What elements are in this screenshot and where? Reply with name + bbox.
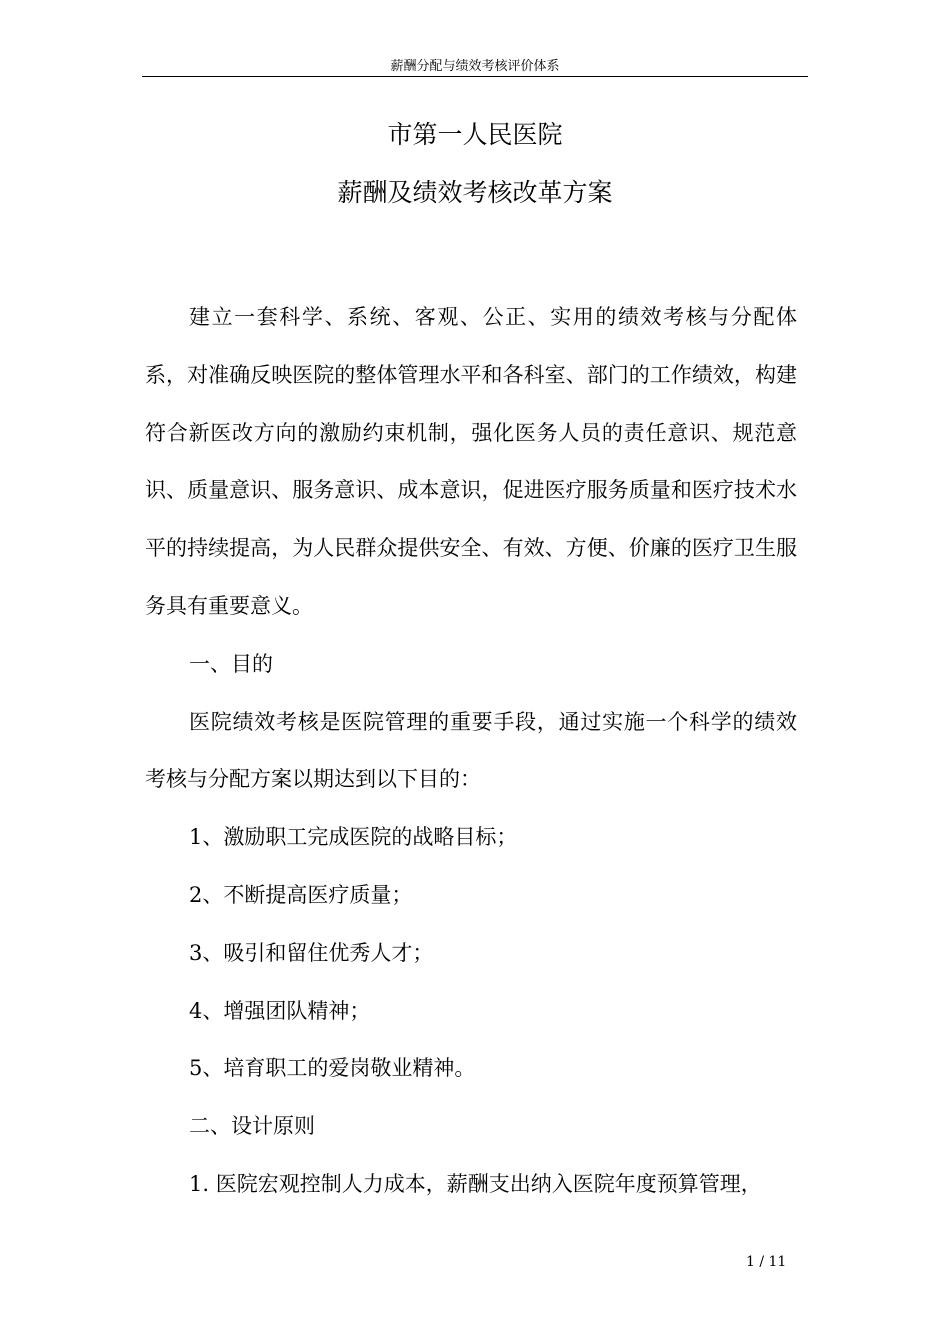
- header-rule: [142, 76, 808, 77]
- section-1-heading: 一、目的: [189, 651, 273, 676]
- goal-item: 2、不断提高医疗质量；: [189, 882, 413, 907]
- page-number: 1 / 11: [746, 1254, 787, 1270]
- document-title-line-1: 市第一人民医院: [387, 120, 563, 149]
- document-body: [145, 289, 797, 1214]
- goal-item: 4、增强团队精神；: [189, 998, 371, 1023]
- goal-item: 5、培育职工的爱岗敬业精神。: [189, 1056, 476, 1081]
- goal-item: 3、吸引和留住优秀人才；: [189, 940, 434, 965]
- intro-paragraph: 建立一套科学、系统、客观、公正、实用的绩效考核与分配体系，对准确反映医院的整体管理水平和各科室、部门的工作绩效，构建符合新医改方向的激励约束机制，强化医务人员的责任意识、规范意识、质量意识、服务意识、成本意识，促进医疗服务质量和医疗技术水平的持续提高，为人民群众提供安全、有效、方便、价廉的医疗卫生服务具有重要意义。: [145, 305, 797, 618]
- document-title-line-2: 薪酬及绩效考核改革方案: [337, 178, 613, 207]
- section-1-paragraph: 医院绩效考核是医院管理的重要手段，通过实施一个科学的绩效考核与分配方案以期达到以下目的：: [145, 709, 797, 792]
- page-header: 薪酬分配与绩效考核评价体系: [390, 59, 560, 74]
- principle-item: 1. 医院宏观控制人力成本，薪酬支出纳入医院年度预算管理，: [189, 1171, 762, 1196]
- goal-item: 1、激励职工完成医院的战略目标；: [189, 825, 518, 850]
- section-2-heading: 二、设计原则: [189, 1114, 315, 1139]
